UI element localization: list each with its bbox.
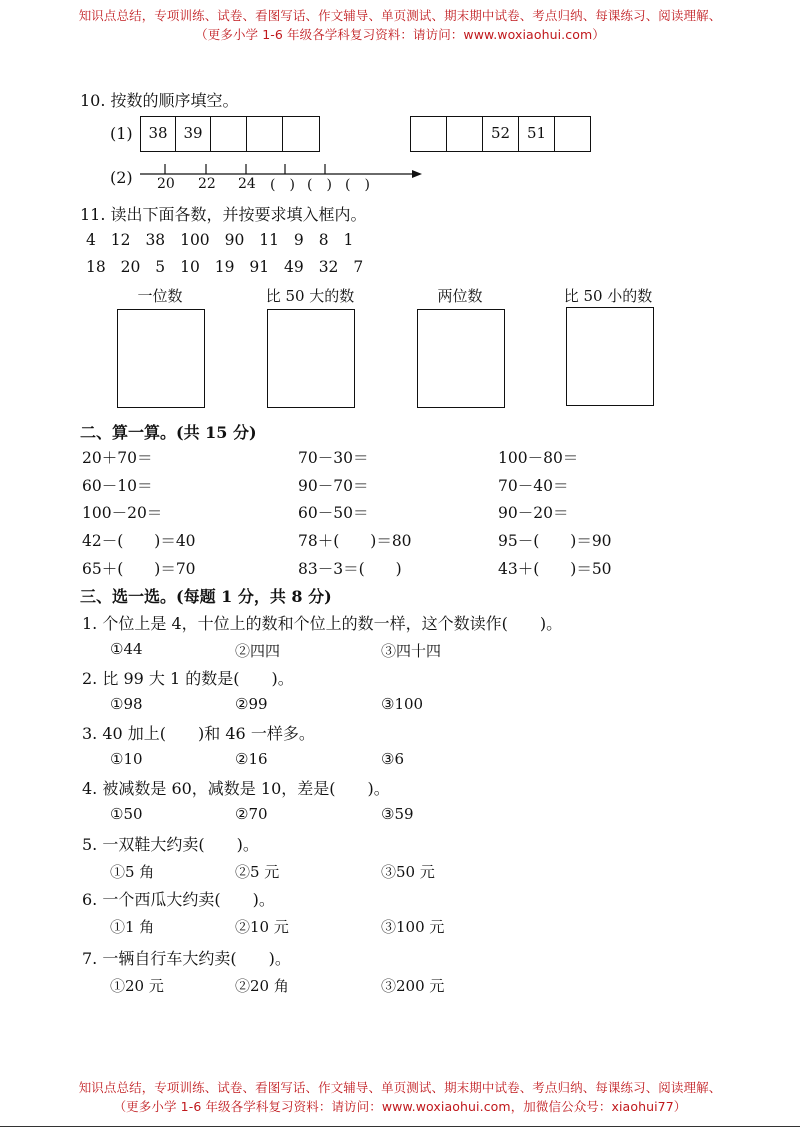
number-line-arrowhead — [412, 170, 422, 178]
sequence-cell — [554, 116, 591, 152]
footer-rule — [0, 1126, 800, 1127]
choice-option[interactable]: ②四四 — [235, 642, 281, 660]
choice-option[interactable]: ②70 — [235, 805, 268, 823]
choice-option[interactable]: ③6 — [381, 750, 404, 768]
choice-option[interactable]: ②20 角 — [235, 977, 289, 995]
footer-banner-line1: 知识点总结，专项训练、试卷、看图写话、作文辅导、单页测试、期末期中试卷、考点归纳、每课练习、阅读理解、 — [78, 1080, 722, 1095]
number-line-label: 20 — [157, 176, 175, 192]
choice-option[interactable]: ③59 — [381, 805, 414, 823]
calc-item: 100－80＝ — [498, 449, 579, 467]
choice-option[interactable]: ②99 — [235, 695, 268, 713]
choice-option[interactable]: ①44 — [110, 640, 143, 658]
choice-question: 1. 个位上是 4，十位上的数和个位上的数一样，这个数读作( )。 — [82, 614, 563, 633]
category-box-one-digit[interactable] — [117, 309, 205, 408]
choice-option[interactable]: ③200 元 — [381, 977, 445, 995]
choice-option[interactable]: ①98 — [110, 695, 143, 713]
choice-option[interactable]: ③50 元 — [381, 863, 435, 881]
choice-option[interactable]: ①1 角 — [110, 918, 155, 936]
choice-option[interactable]: ②5 元 — [235, 863, 280, 881]
choice-option[interactable]: ①10 — [110, 750, 143, 768]
sequence-cell: 51 — [518, 116, 555, 152]
choice-option[interactable]: ③四十四 — [381, 642, 442, 660]
category-box-less-than-50[interactable] — [566, 307, 654, 406]
choice-question: 5. 一双鞋大约卖( )。 — [82, 835, 259, 854]
q11-title: 11. 读出下面各数，并按要求填入框内。 — [80, 205, 367, 224]
choice-option[interactable]: ③100 元 — [381, 918, 445, 936]
sequence-cell — [410, 116, 447, 152]
choice-option[interactable]: ③100 — [381, 695, 424, 713]
choice-option[interactable]: ②10 元 — [235, 918, 289, 936]
sequence-cell — [246, 116, 283, 152]
category-box-two-digit[interactable] — [417, 309, 505, 408]
calc-item: 83－3＝( ) — [298, 560, 402, 578]
sequence-cell — [446, 116, 483, 152]
choice-question: 7. 一辆自行车大约卖( )。 — [82, 949, 291, 968]
calc-item: 78＋( )＝80 — [298, 532, 412, 550]
sequence-cell — [210, 116, 247, 152]
calc-item: 43＋( )＝50 — [498, 560, 612, 578]
calc-item: 20＋70＝ — [82, 449, 153, 467]
calc-item: 95－( )＝90 — [498, 532, 612, 550]
section2-title: 二、算一算。(共 15 分) — [80, 423, 257, 442]
category-label-greater-than-50: 比 50 大的数 — [265, 287, 355, 305]
header-banner-line1: 知识点总结，专项训练、试卷、看图写话、作文辅导、单页测试、期末期中试卷、考点归纳、每课练习、阅读理解、 — [78, 8, 722, 23]
calc-item: 65＋( )＝70 — [82, 560, 196, 578]
choice-question: 6. 一个西瓜大约卖( )。 — [82, 890, 275, 909]
calc-item: 60－50＝ — [298, 504, 369, 522]
q10-part1-label: (1) — [110, 124, 133, 143]
category-label-two-digit: 两位数 — [437, 287, 483, 305]
number-line-blank: ( ) — [270, 177, 295, 193]
header-banner-line2: （更多小学 1-6 年级各学科复习资料：请访问：www.woxiaohui.com） — [195, 27, 605, 42]
choice-option[interactable]: ②16 — [235, 750, 268, 768]
number-line-label: 22 — [198, 176, 216, 192]
calc-item: 42－( )＝40 — [82, 532, 196, 550]
calc-item: 100－20＝ — [82, 504, 163, 522]
sequence-cell — [282, 116, 320, 152]
category-label-one-digit: 一位数 — [137, 287, 183, 305]
footer-banner-line2: （更多小学 1-6 年级各学科复习资料：请访问：www.woxiaohui.com，加微信公众号：xiaohui77） — [113, 1099, 687, 1114]
footer-banner — [0, 1078, 800, 1116]
number-line-blank: ( ) — [307, 177, 332, 193]
q10-part2-label: (2) — [110, 168, 133, 187]
choice-option[interactable]: ①50 — [110, 805, 143, 823]
choice-question: 3. 40 加上( )和 46 一样多。 — [82, 724, 315, 743]
number-line-label: 24 — [238, 176, 256, 192]
choice-question: 2. 比 99 大 1 的数是( )。 — [82, 669, 294, 688]
choice-option[interactable]: ①20 元 — [110, 977, 164, 995]
category-box-greater-than-50[interactable] — [267, 309, 355, 408]
category-label-less-than-50: 比 50 小的数 — [563, 287, 653, 305]
calc-item: 90－20＝ — [498, 504, 569, 522]
number-line-blank: ( ) — [345, 177, 370, 193]
section3-title: 三、选一选。(每题 1 分，共 8 分) — [80, 587, 332, 606]
sequence-cell: 52 — [482, 116, 519, 152]
calc-item: 60－10＝ — [82, 477, 153, 495]
q11-numbers-row1: 4 12 38 100 90 11 9 8 1 — [86, 231, 354, 249]
sequence-cell: 39 — [175, 116, 211, 152]
choice-option[interactable]: ①5 角 — [110, 863, 155, 881]
sequence-cell: 38 — [140, 116, 176, 152]
calc-item: 70－40＝ — [498, 477, 569, 495]
calc-item: 90－70＝ — [298, 477, 369, 495]
header-banner — [0, 6, 800, 44]
choice-question: 4. 被减数是 60，减数是 10，差是( )。 — [82, 779, 390, 798]
q10-title: 10. 按数的顺序填空。 — [80, 91, 239, 110]
q11-numbers-row2: 18 20 5 10 19 91 49 32 7 — [86, 258, 364, 276]
calc-item: 70－30＝ — [298, 449, 369, 467]
